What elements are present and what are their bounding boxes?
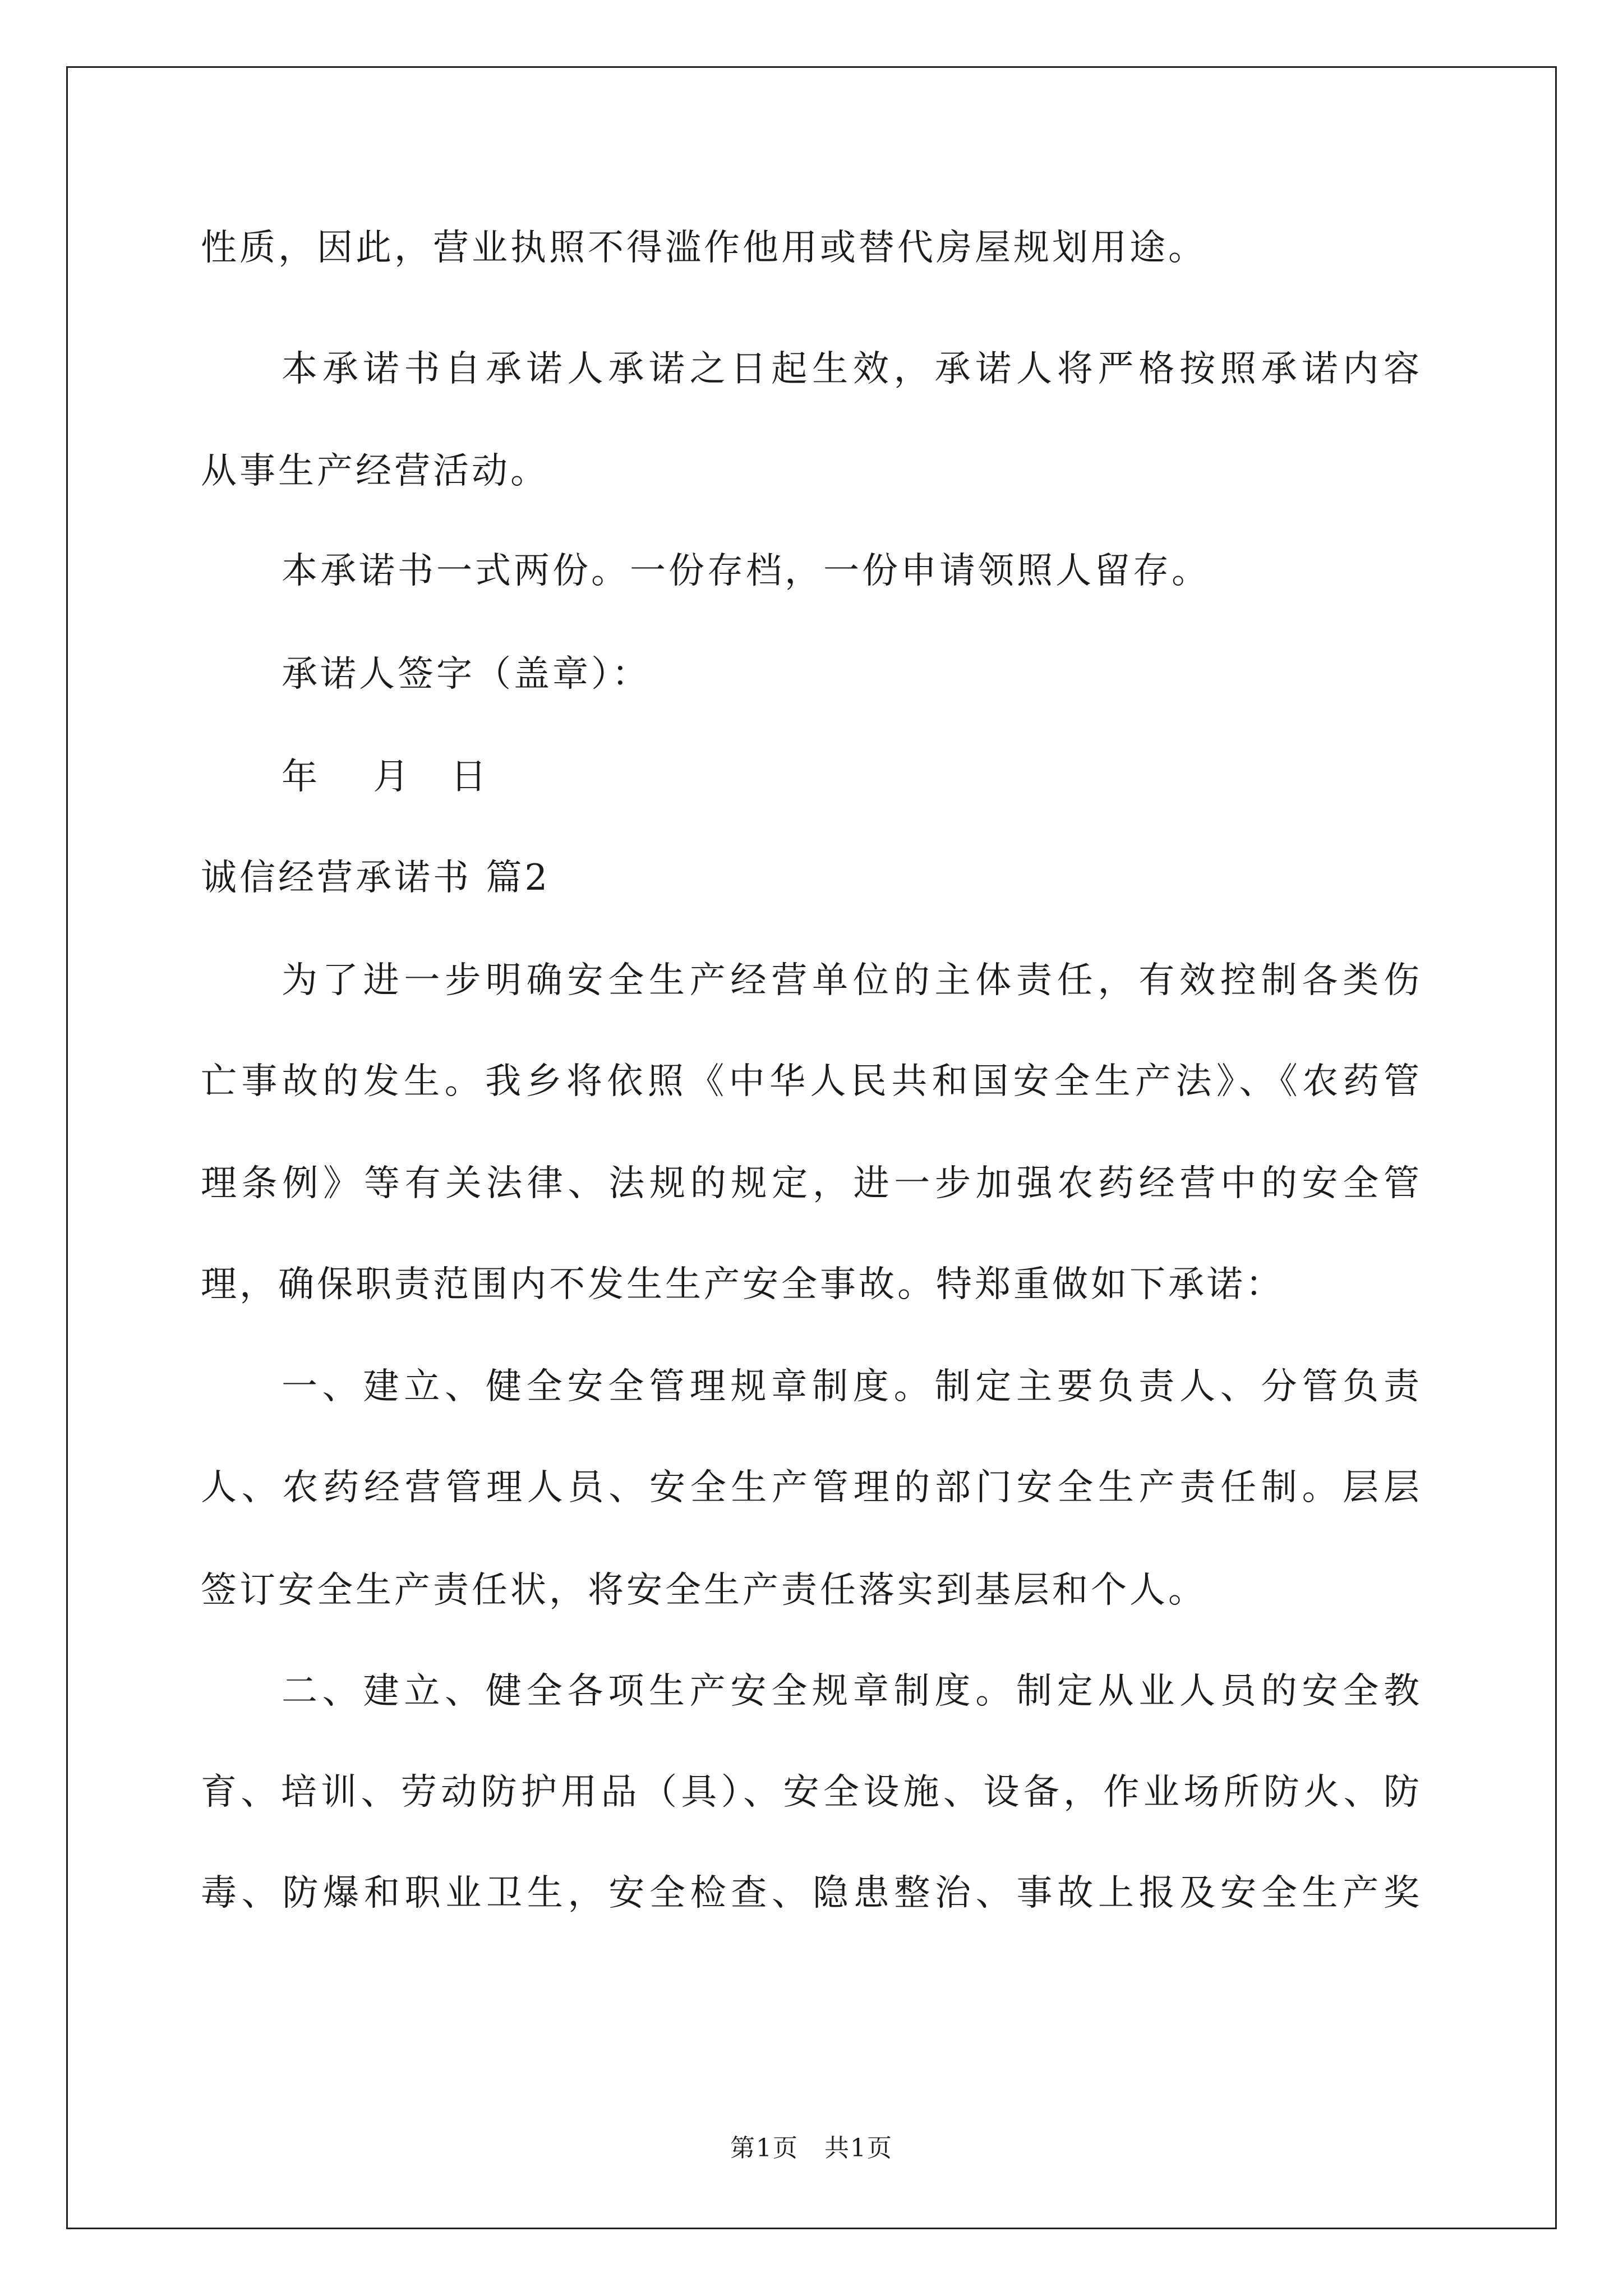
body-line-2: 本承诺书自承诺人承诺之日起生效，承诺人将严格按照承诺内容 bbox=[282, 348, 1422, 390]
body-line-1: 性质，因此，营业执照不得滥作他用或替代房屋规划用途。 bbox=[201, 227, 1207, 269]
signature-line: 承诺人签字（盖章）： bbox=[282, 654, 651, 695]
body-line-9: 亡事故的发生。我乡将依照《中华人民共和国安全生产法》、《农药管 bbox=[201, 1061, 1422, 1102]
body-line-14: 签订安全生产责任状，将安全生产责任落实到基层和个人。 bbox=[201, 1570, 1207, 1611]
body-line-8: 为了进一步明确安全生产经营单位的主体责任，有效控制各类伤 bbox=[282, 960, 1422, 1001]
body-line-12: 一、建立、健全安全管理规章制度。制定主要负责人、分管负责 bbox=[282, 1366, 1422, 1407]
section-heading: 诚信经营承诺书 篇2 bbox=[201, 857, 551, 899]
body-line-10: 理条例》等有关法律、法规的规定，进一步加强农药经营中的安全管 bbox=[201, 1163, 1422, 1204]
body-line-15: 二、建立、健全各项生产安全规章制度。制定从业人员的安全教 bbox=[282, 1671, 1422, 1712]
date-line: 年 月 日 bbox=[282, 756, 490, 798]
body-line-11: 理，确保职责范围内不发生生产安全事故。特郑重做如下承诺： bbox=[201, 1264, 1284, 1305]
body-line-3: 从事生产经营活动。 bbox=[201, 450, 549, 492]
body-line-16: 育、培训、劳动防护用品（具）、安全设施、设备，作业场所防火、防 bbox=[201, 1772, 1422, 1813]
body-line-17: 毒、防爆和职业卫生，安全检查、隐患整治、事故上报及安全生产奖 bbox=[201, 1872, 1422, 1914]
body-line-13: 人、农药经营管理人员、安全生产管理的部门安全生产责任制。层层 bbox=[201, 1467, 1422, 1508]
body-line-4: 本承诺书一式两份。一份存档，一份申请领照人留存。 bbox=[282, 550, 1210, 592]
page-footer: 第1页 共1页 bbox=[730, 2134, 893, 2162]
